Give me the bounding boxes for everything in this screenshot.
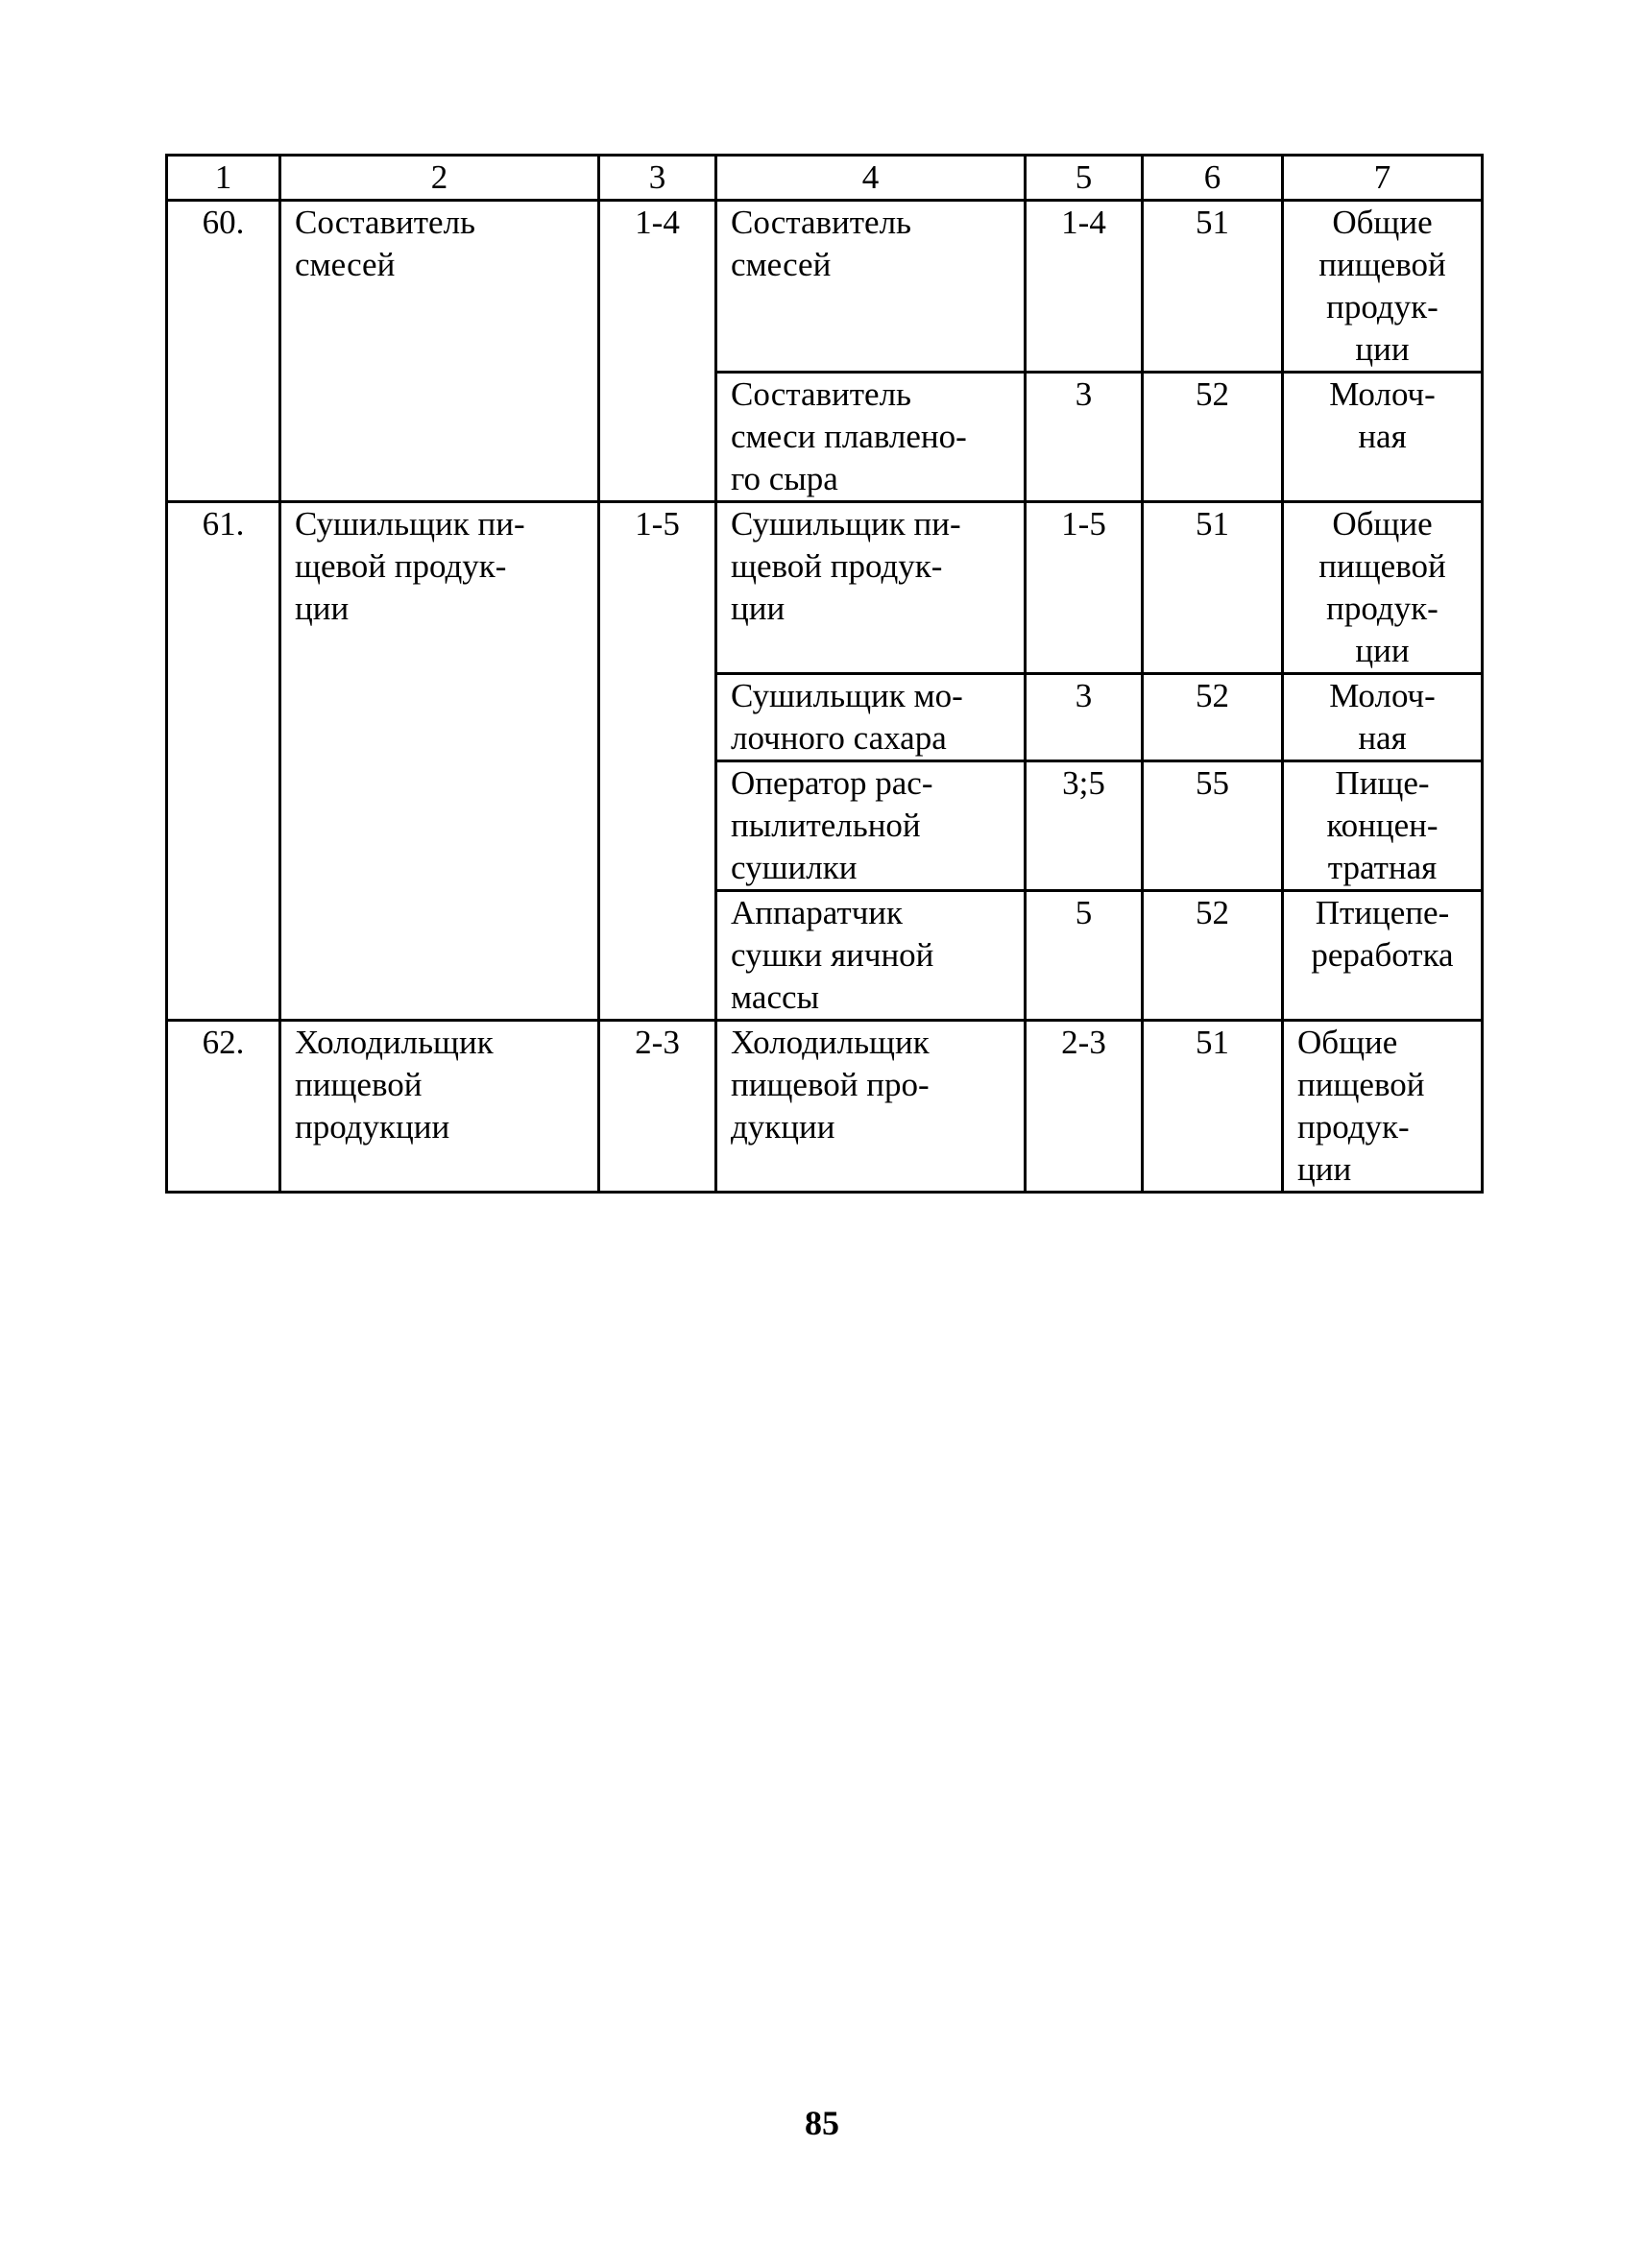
etks-profession-name: Холодильщик пищевой про- дукции <box>716 1021 1026 1193</box>
header-cell: 4 <box>716 156 1026 201</box>
header-cell: 2 <box>280 156 599 201</box>
etks-section: Молоч- ная <box>1283 373 1483 502</box>
etks-profession-name: Оператор рас- пылительной сушилки <box>716 761 1026 891</box>
grade-range: 1-5 <box>599 502 716 1021</box>
page-number: 85 <box>805 2104 839 2142</box>
etks-grade: 1-5 <box>1026 502 1143 674</box>
header-cell: 1 <box>167 156 280 201</box>
header-cell: 5 <box>1026 156 1143 201</box>
etks-profession-name: Аппаратчик сушки яичной массы <box>716 891 1026 1021</box>
table-header-row <box>167 156 1483 201</box>
etks-section: Пище- концен- тратная <box>1283 761 1483 891</box>
etks-profession-name: Сушильщик мо- лочного сахара <box>716 674 1026 761</box>
etks-issue-code: 52 <box>1143 674 1283 761</box>
row-number: 62. <box>167 1021 280 1193</box>
profession-name: Составитель смесей <box>280 201 599 502</box>
etks-grade: 3;5 <box>1026 761 1143 891</box>
grade-range: 2-3 <box>599 1021 716 1193</box>
etks-issue-code: 55 <box>1143 761 1283 891</box>
etks-issue-code: 51 <box>1143 201 1283 373</box>
row-number: 61. <box>167 502 280 1021</box>
etks-section: Молоч- ная <box>1283 674 1483 761</box>
etks-grade: 1-4 <box>1026 201 1143 373</box>
row-number: 60. <box>167 201 280 502</box>
etks-profession-name: Составитель смеси плавлено- го сыра <box>716 373 1026 502</box>
etks-grade: 5 <box>1026 891 1143 1021</box>
etks-issue-code: 52 <box>1143 891 1283 1021</box>
etks-issue-code: 51 <box>1143 502 1283 674</box>
table-row <box>167 1021 1483 1193</box>
profession-name: Сушильщик пи- щевой продук- ции <box>280 502 599 1021</box>
table-row <box>167 502 1483 674</box>
etks-profession-name: Сушильщик пи- щевой продук- ции <box>716 502 1026 674</box>
header-cell: 7 <box>1283 156 1483 201</box>
etks-issue-code: 51 <box>1143 1021 1283 1193</box>
etks-grade: 2-3 <box>1026 1021 1143 1193</box>
etks-profession-name: Составитель смесей <box>716 201 1026 373</box>
header-cell: 3 <box>599 156 716 201</box>
profession-name: Холодильщик пищевой продукции <box>280 1021 599 1193</box>
etks-section: Общие пищевой продук- ции <box>1283 502 1483 674</box>
etks-section: Птицепе- реработка <box>1283 891 1483 1021</box>
grade-range: 1-4 <box>599 201 716 502</box>
profession-table <box>165 154 1484 1194</box>
header-cell: 6 <box>1143 156 1283 201</box>
etks-section: Общие пищевой продук- ции <box>1283 1021 1483 1193</box>
etks-grade: 3 <box>1026 373 1143 502</box>
etks-section: Общие пищевой продук- ции <box>1283 201 1483 373</box>
table-row <box>167 201 1483 373</box>
etks-issue-code: 52 <box>1143 373 1283 502</box>
etks-grade: 3 <box>1026 674 1143 761</box>
